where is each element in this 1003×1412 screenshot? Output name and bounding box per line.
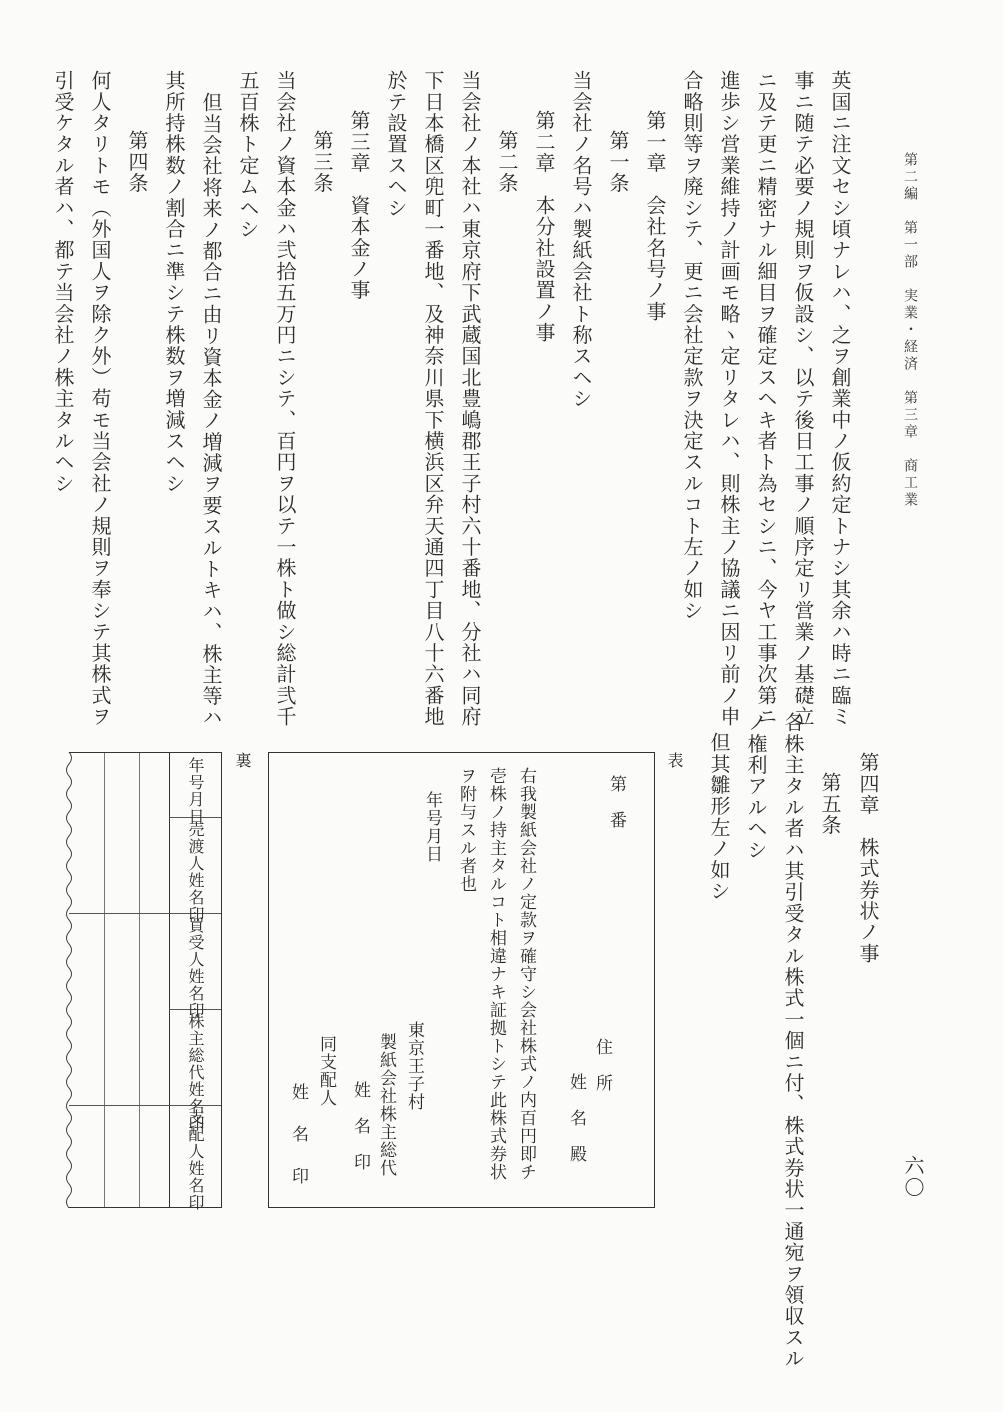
issuer-name-seal: 姓 名 印 [350,1081,370,1171]
back-label: 裏 [233,752,252,770]
text-line: 当会社ノ名号ハ製紙会社ト称スヘシ [569,70,593,410]
article-heading: 第三条 [310,130,334,194]
address-label: 住 所 [592,1038,612,1092]
manager-seal: 印 [288,1167,308,1185]
manager-label: 同支配人 [316,1035,336,1107]
manager-surname: 姓 [288,1083,308,1101]
certificate-number: 第 番 [606,775,626,829]
text-line: 其所持株数ノ割合ニ準シテ株数ヲ増減スヘシ [162,70,186,494]
article-heading: 第二条 [495,130,519,194]
article-heading: 第四条 [125,130,149,194]
column-header-buyer: 買受人姓名印 [186,917,205,1019]
certificate-date: 年号月日 [422,791,442,863]
page-number: 六〇 [901,1155,925,1199]
certificate-body-line: ヲ附与スル者也 [456,767,476,893]
chapter-heading: 第三章 資本金ノ事 [347,110,371,301]
certificate-body-line: 右我製紙会社ノ定款ヲ確守シ会社株式ノ内百円即チ [516,767,536,1181]
text-line: ノ権利アルヘシ [744,712,768,861]
issuer-company: 製紙会社株主総代 [376,1033,396,1177]
running-title: 第二編 第一部 実業・経済 第三章 商工業 [902,152,918,509]
text-line: 英国ニ注文セシ頃ナレハ、之ヲ創業中ノ仮約定トナシ其余ハ時ニ臨ミ [828,70,852,728]
text-line: 進歩シ営業維持ノ計画モ略ヽ定リタレハ、則株主ノ協議ニ因リ前ノ申 [717,70,741,728]
text-line: 当会社ノ本社ハ東京府下武蔵国北豊嶋郡王子村六十番地、分社ハ同府 [458,70,482,728]
chapter-heading: 第一章 会社名号ノ事 [643,110,667,322]
stock-certificate-front [268,752,655,1208]
text-line: 但其雛形左ノ如シ [707,732,731,902]
text-line: 下日本橋区兜町一番地、及神奈川県下横浜区弁天通四丁目八十六番地 [421,70,445,728]
text-line: 但当会社将来ノ都合ニ由リ資本金ノ増減ヲ要スルトキハ、株主等ハ [199,92,223,728]
column-header-representative: 株主総代姓名印 [186,1013,205,1132]
article-heading: 第一条 [606,130,630,194]
text-line: 当会社ノ資本金ハ弐拾五万円ニシテ、百円ヲ以テ一株ト做シ総計弐千 [273,70,297,728]
issuer-place: 東京王子村 [404,1021,424,1111]
chapter-heading: 第二章 本分社設置ノ事 [532,110,556,344]
chapter-heading: 第四章 株式券状ノ事 [856,752,880,964]
text-line: ニ及テ更ニ精密ナル細目ヲ確定スヘキ者ト為セシニ、今ヤ工事次第ニ [754,70,778,728]
column-header-date: 年号月日 [186,757,205,825]
text-line: 各株主タル者ハ其引受タル株式一個ニ付、株式券状一通宛ヲ領収スル [781,712,805,1370]
transfer-record-table [69,752,222,1211]
column-header-manager: 支配人姓名印 [186,1109,205,1211]
text-line: 何人タリトモ（外国人ヲ除ク外）苟モ当会社ノ規則ヲ奉シテ其株式ヲ [88,70,112,728]
text-line: 於テ設置スヘシ [384,70,408,219]
text-line: 事ニ随テ必要ノ規則ヲ仮設シ、以テ後日工事ノ順序定リ営業ノ基礎立 [791,70,815,728]
text-line: 五百株ト定ムヘシ [236,70,260,240]
text-line: 合略則等ヲ廃シテ、更ニ会社定款ヲ決定スルコト左ノ如シ [680,70,704,622]
certificate-body-line: 壱株ノ持主タルコト相違ナキ証拠トシテ此株式券状 [486,767,506,1181]
text-line: 引受ケタル者ハ、都テ当会社ノ株主タルヘシ [51,70,75,494]
article-heading: 第五条 [818,772,842,836]
column-header-seller: 売渡人姓名印 [186,821,205,923]
front-label: 表 [665,752,684,770]
holder-name-label: 姓 名 殿 [566,1073,586,1163]
manager-given-name: 名 [288,1125,308,1143]
